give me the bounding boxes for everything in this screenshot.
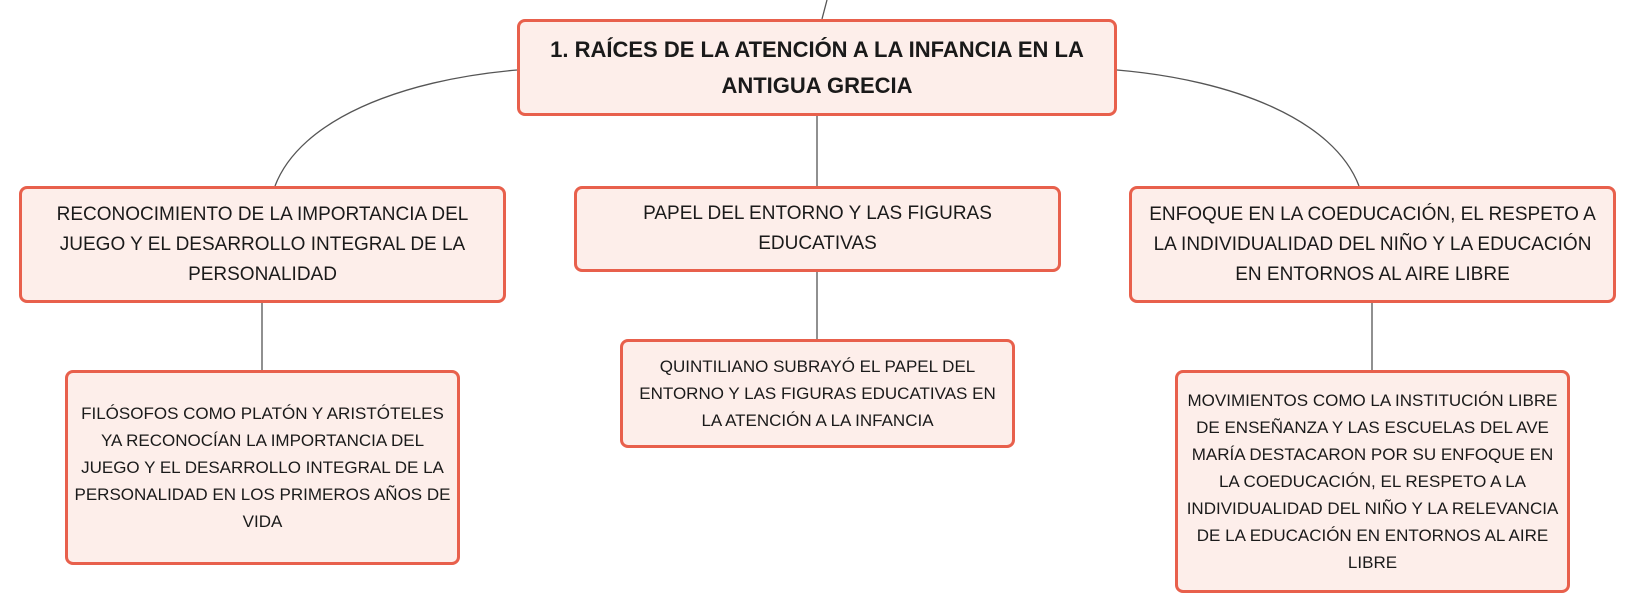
detail-node-plato-aristotle[interactable] xyxy=(65,370,460,565)
root-topic-label: 1. RAÍCES DE LA ATENCIÓN A LA INFANCIA EN LA ANTIGUA GRECIA xyxy=(550,36,1084,98)
detail-label: FILÓSOFOS COMO PLATÓN Y ARISTÓTELES YA RECONOCÍAN LA IMPORTANCIA DEL JUEGO Y EL DESARROLLO INTEGRAL DE LA PERSONALIDAD EN LOS PRIMEROS AÑOS DE VIDA xyxy=(74,404,451,531)
connector-root-to-branch-3 xyxy=(1117,70,1359,186)
branch-label: ENFOQUE EN LA COEDUCACIÓN, EL RESPETO A LA INDIVIDUALIDAD DEL NIÑO Y LA EDUCACIÓN EN ENTORNOS AL AIRE LIBRE xyxy=(1149,203,1596,285)
branch-label: PAPEL DEL ENTORNO Y LAS FIGURAS EDUCATIVAS xyxy=(643,203,992,254)
detail-node-quintilian[interactable] xyxy=(620,339,1015,448)
connector-root-to-branch-1 xyxy=(275,70,517,186)
detail-label: MOVIMIENTOS COMO LA INSTITUCIÓN LIBRE DE ENSEÑANZA Y LAS ESCUELAS DEL AVE MARÍA DESTACARON POR SU ENFOQUE EN LA COEDUCACIÓN, EL RESPETO A LA INDIVIDUALIDAD DEL NIÑO Y LA RELEVANCIA DE LA EDUCACIÓN EN ENTORNOS AL AIRE LIBRE xyxy=(1186,391,1559,572)
detail-node-movements[interactable] xyxy=(1175,370,1570,593)
branch-node-environment-and-educators[interactable] xyxy=(574,186,1061,272)
branch-node-coeducation[interactable] xyxy=(1129,186,1616,303)
detail-label: QUINTILIANO SUBRAYÓ EL PAPEL DEL ENTORNO Y LAS FIGURAS EDUCATIVAS EN LA ATENCIÓN A LA INFANCIA xyxy=(639,357,996,430)
connector-incoming xyxy=(822,0,827,19)
root-topic-node[interactable] xyxy=(517,19,1117,116)
branch-label: RECONOCIMIENTO DE LA IMPORTANCIA DEL JUEGO Y EL DESARROLLO INTEGRAL DE LA PERSONALIDAD xyxy=(56,203,469,285)
branch-node-play-and-development[interactable] xyxy=(19,186,506,303)
